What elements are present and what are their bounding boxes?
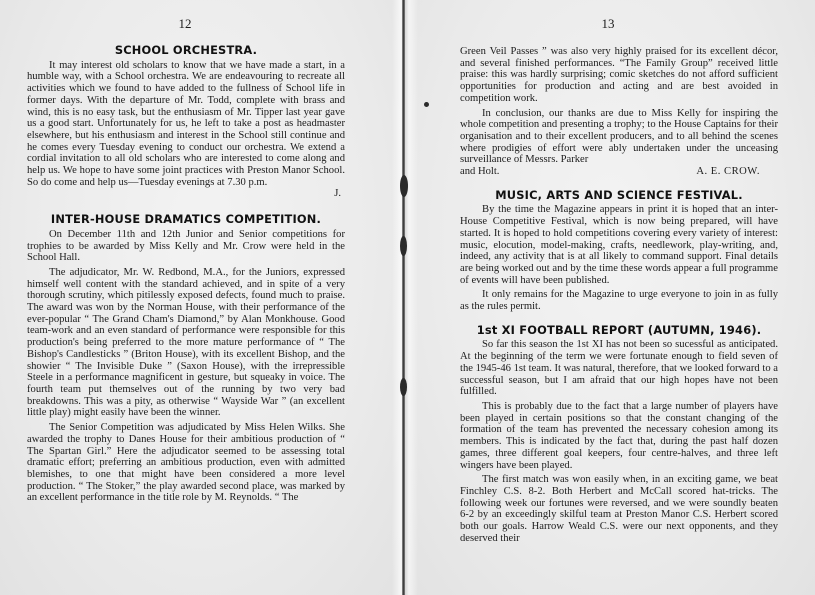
dramatics-competition-section (27, 214, 345, 504)
right-page (403, 0, 815, 595)
paragraph: The adjudicator, Mr. W. Redbond, M.A., for the Juniors, expressed himself well content with the standard achieved, and in spite of a very thorough scrutiny, which pitilessly exposed defects, found much to praise. The award was won by the Norman House, with their performance of the ever-popular “ The Grand Cham's Diamond,” by Alan Monkhouse. Good team-work and an even standard of performance were responsible for this production's being preferred to the more mature performance of “ The Bishop's Candlesticks ” (Briton House), with its excellent Bishop, and the showier “ The Invisible Duke ” (Saxon House), with the irrepressible Steele in a performance magnificent in gesture, but squeaky in voice. The fourth team put themselves out of the running by two very bad breakdowns. This was a pity, as otherwise “ Wayside War ” (an excellent little play) might easily have been the winner. (27, 266, 345, 419)
author-signature: J. (334, 188, 341, 200)
section-title: INTER-HOUSE DRAMATICS COMPETITION. (50, 212, 322, 227)
festival-section (460, 187, 778, 313)
binding-shadow (392, 0, 418, 595)
section-title: MUSIC, ARTS AND SCIENCE FESTIVAL. (495, 187, 743, 202)
closing-line: and Holt. A. E. CROW. (460, 166, 778, 178)
paragraph: It may interest old scholars to know that we have made a start, in a humble way, with a School orchestra. We are endeavouring to recreate all activities which we found to have added to the fullness of School life in former days. With the departure of Mr. Todd, complete with brass and wind, this is no easy task, but the enthusiasm of Mr. Tipper last year gave us a good start. Unfortunately for us, he left to take a post as headmaster elsewhere, but his enthusiasm and interest in the School still continue and he comes every Tuesday evening to conduct our orchestra. We extend a cordial invitation to all old scholars who are interested to come along and help us. We hope to have some joint practices with Preston Manor School. So do come and help us—Tuesday evenings at 7.30 p.m. (27, 59, 345, 188)
page-number: 12 (178, 16, 192, 31)
right-page-content (460, 46, 778, 544)
paragraph: Green Veil Passes ” was also very highly praised for its excellent décor, and several finished performances. “The Family Group” received little praise: this was hardly surprising; comic sketches do not afford sufficient opportunities for production and acting and are best avoided in competition work. (460, 46, 778, 104)
paragraph: So far this season the 1st XI has not been so sucessful as anticipated. At the beginning of the term we were fortunate enough to field seven of the 1945-46 1st team. It was natural, therefore, that we looked forward to a successful season, but I am afraid that our high hopes have not been fulfilled. (460, 339, 778, 398)
paragraph: The first match was won easily when, in an exciting game, we beat Finchley C.S. 8-2. Both Herbert and McCall scored hat-tricks. The following week our fortunes were reversed, and we were soundly beaten 6-2 by an exceedingly skilful team at Preston Manor C.S. Herbert scored both our goals. Harrow Weald C.S. were our next opponents, and they deserved their (460, 474, 778, 544)
school-orchestra-section (27, 45, 345, 200)
dramatics-continued-section (460, 46, 778, 178)
football-report-section (460, 322, 778, 545)
author-signature: A. E. CROW. (696, 166, 760, 178)
paragraph: It only remains for the Magazine to urge everyone to join in as fully as the rules permit. (460, 289, 778, 313)
ink-smudge (424, 102, 429, 107)
left-page (0, 0, 403, 595)
paragraph: In conclusion, our thanks are due to Miss Kelly for inspiring the whole competition and presenting a trophy; to the House Captains for their organisation and to their excellent producers, and to all behind the scenes where prodigies of effort were ably undertaken under the unceasing surveillance of Messrs. Parker (460, 107, 778, 166)
section-title: SCHOOL ORCHESTRA. (114, 43, 258, 57)
page-number: 13 (601, 16, 615, 31)
paragraph: On December 11th and 12th Junior and Senior competitions for trophies to be awarded by Miss Kelly and Mr. Crow were held in the School Hall. (27, 228, 345, 264)
binding-gutter (402, 0, 405, 595)
ink-smudge (400, 175, 408, 197)
ink-smudge (400, 378, 407, 396)
ink-smudge (400, 236, 407, 256)
paragraph: The Senior Competition was adjudicated by Miss Helen Wilks. She awarded the trophy to Danes House for their ambitious production of “ The Spartan Girl.” Here the adjudicator seemed to be assessing total dramatic effort; preferring an ambitious production, even with admitted blemishes, to one that might have been considered a more level production. “ The Stoker,” the play awarded second place, was marked by an excellent performance in the title role by M. Reynolds. “ The (27, 422, 345, 504)
paragraph: By the time the Magazine appears in print it is hoped that an inter-House Competitive Festival, which is now being prepared, will have started. It is hoped to hold competitions covering every variety of interest: music, elocution, model-making, crafts, needlework, play-writing, and, indeed, any activity that is at all likely to command support. Final details are being worked out and by the time these words appear a full programme of events will have been published. (460, 204, 778, 286)
left-page-content (27, 45, 345, 504)
section-title: 1st XI FOOTBALL REPORT (AUTUMN, 1946). (476, 322, 762, 337)
paragraph: This is probably due to the fact that a large number of players have been played in certain positions so that the constant changing of the formation of the team has prevented the necessary cohesion among its members. This is indicated by the fact that, during the past half dozen games, three different goal keepers, four centre-halves, and three left wingers have been played. (460, 400, 778, 471)
